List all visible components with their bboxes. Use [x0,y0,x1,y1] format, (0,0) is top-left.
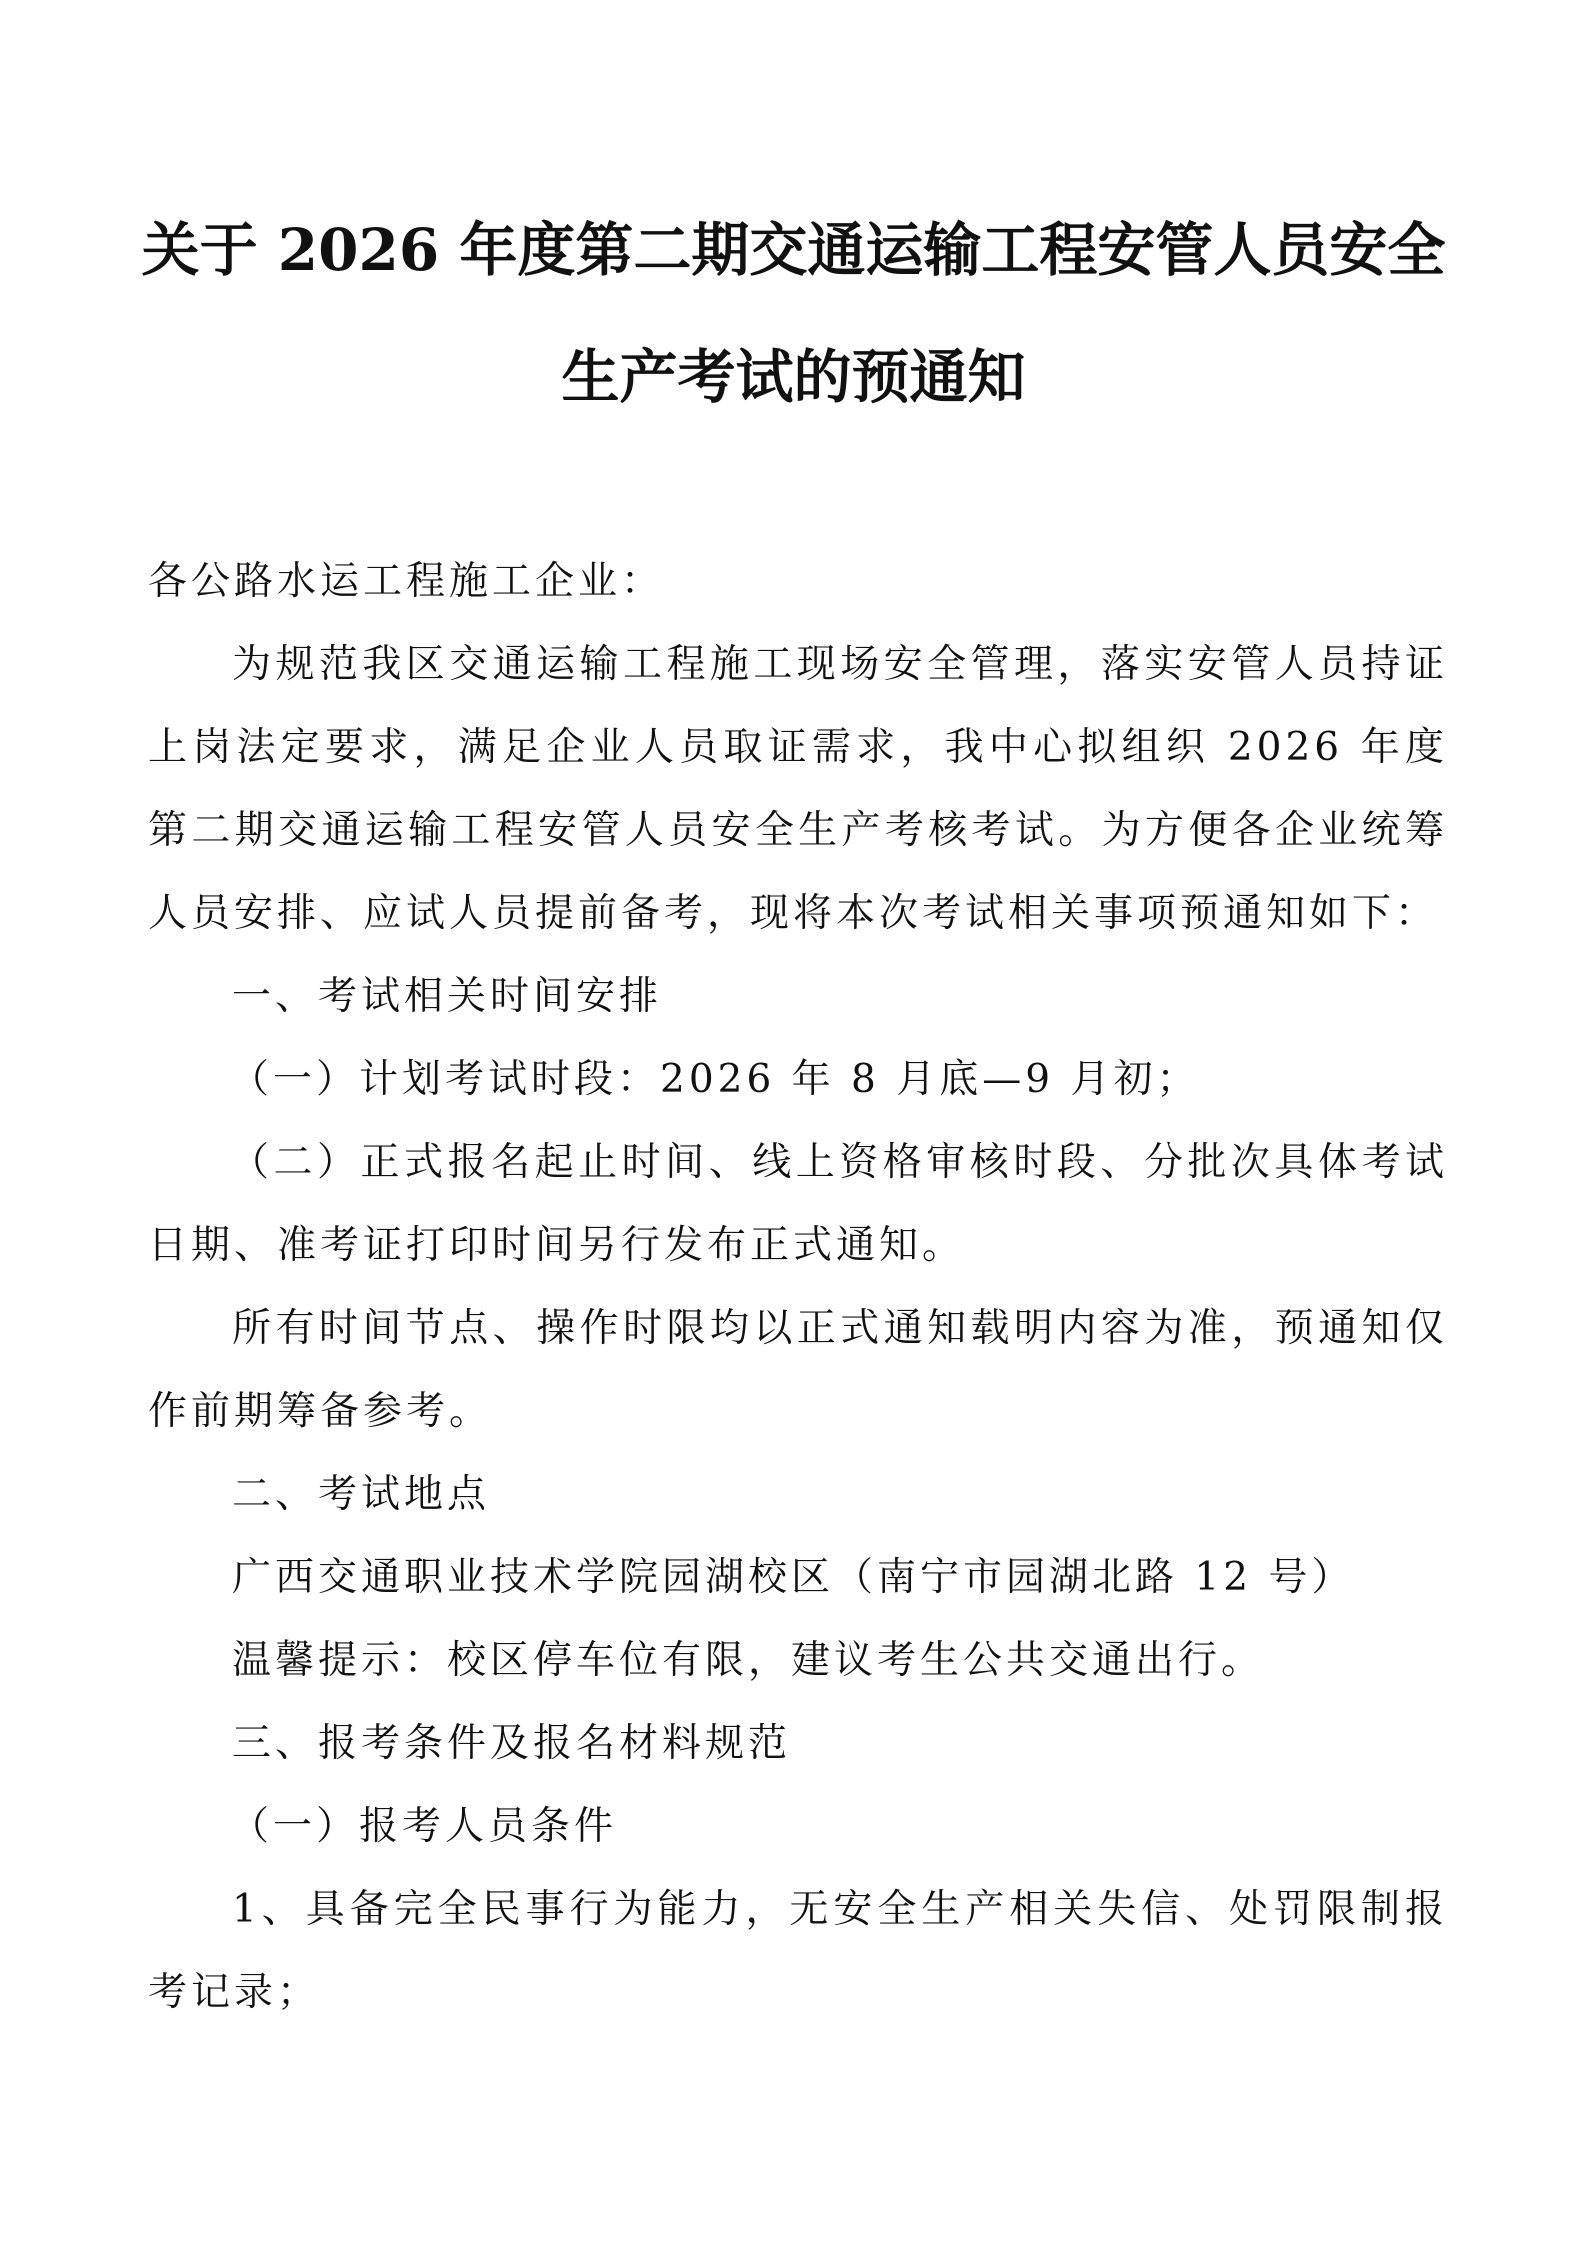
document-body [148,540,1448,2034]
document-title-line-2: 生产考试的预通知 [561,343,1026,411]
paragraph-intro: 为规范我区交通运输工程施工现场安全管理，落实安管人员持证上岗法定要求，满足企业人员取证需求，我中心拟组织 2026 年度第二期交通运输工程安管人员安全生产考核考试。为方便各企业统筹人员安排、应试人员提前备考，现将本次考试相关事项预通知如下： [148,642,1448,936]
paragraph-item-1-2: （二）正式报名起止时间、线上资格审核时段、分批次具体考试日期、准考证打印时间另行发布正式通知。 [148,1140,1448,1268]
section-heading-3: 三、报考条件及报名材料规范 [232,1721,792,1766]
section-heading-2: 二、考试地点 [232,1472,491,1517]
paragraph-item-1-1: （一）计划考试时段：2026 年 8 月底—9 月初； [230,1057,1200,1102]
document-title-line-1: 关于 2026 年度第二期交通运输工程安管人员安全 [141,216,1446,284]
section-heading-1: 一、考试相关时间安排 [232,974,663,1019]
paragraph-item-3-1: （一）报考人员条件 [230,1804,618,1849]
salutation: 各公路水运工程施工企业： [148,559,665,604]
paragraph-parking-tip: 温馨提示：校区停车位有限，建议考生公共交通出行。 [232,1638,1265,1683]
paragraph-time-note: 所有时间节点、操作时限均以正式通知载明内容为准，预通知仅作前期筹备参考。 [148,1306,1448,1434]
paragraph-condition-1: 1、具备完全民事行为能力，无安全生产相关失信、处罚限制报考记录； [148,1887,1448,2015]
paragraph-location: 广西交通职业技术学院园湖校区（南宁市园湖北路 12 号） [232,1555,1355,1600]
